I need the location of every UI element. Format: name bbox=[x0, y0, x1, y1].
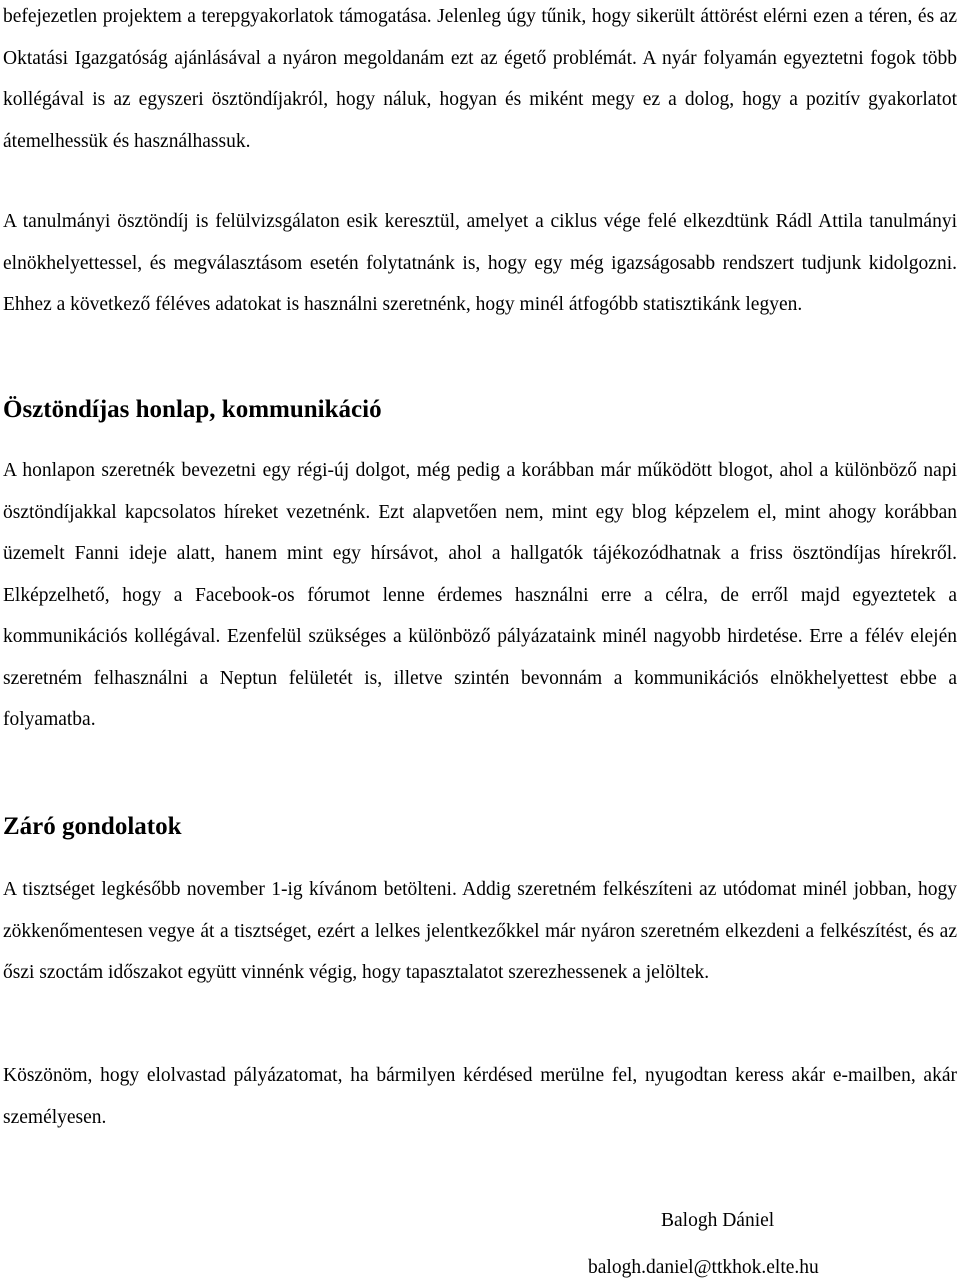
signature-email: balogh.daniel@ttkhok.elte.hu bbox=[588, 1257, 819, 1278]
closing-thoughts-paragraph: A tisztséget legkésőbb november 1-ig kívánom betölteni. Addig szeretném felkészíteni az utódomat minél jobban, hogy zökkenőmentesen vegye át a tisztséget, ezért a lelkes jelentkezőkkel már nyáron szeretném elkezdeni a felkészítést, és az őszi szoctám időszakot együtt vinnénk végig, hogy tapasztalatot szerezhessenek a jelöltek. bbox=[3, 879, 957, 983]
scholarship-review-paragraph: A tanulmányi ösztöndíj is felülvizsgálaton esik keresztül, amelyet a ciklus vége felé elkezdtünk Rádl Attila tanulmányi elnökhelyettessel, és megválasztásom esetén folytatnánk is, hogy egy még igazságosabb rendszert tudjunk kidolgozni. Ehhez a következő féléves adatokat is használni szeretnénk, hogy minél átfogóbb statisztikánk legyen. bbox=[3, 211, 957, 315]
section-heading-website: Ösztöndíjas honlap, kommunikáció bbox=[3, 396, 382, 423]
website-paragraph: A honlapon szeretnék bevezetni egy régi-új dolgot, még pedig a korábban már működött blogot, ahol a különböző napi ösztöndíjakkal kapcsolatos híreket vezetnénk. Ezt alapvetően nem, mint egy blog képzelem el, mint ahogy korábban üzemelt Fanni ideje alatt, hanem mint egy hírsávot, ahol a hallgatók tájékozódhatnak a friss ösztöndíjas hírekről. Elképzelhető, hogy a Facebook-os fórumot lenne érdemes használni erre a célra, de erről majd egyeztetek a kommunikációs kollégával. Ezenfelül szükséges a különböző pályázataink minél nagyobb hirdetése. Erre a félév elején szeretném felhasználni a Neptun felületét is, illetve szintén bevonnám a kommunikációs elnökhelyettest ebbe a folyamatba. bbox=[3, 460, 957, 730]
thanks-paragraph: Köszönöm, hogy elolvastad pályázatomat, ha bármilyen kérdésed merülne fel, nyugodtan keress akár e-mailben, akár személyesen. bbox=[3, 1065, 957, 1128]
section-heading-closing: Záró gondolatok bbox=[3, 813, 182, 840]
signature-name: Balogh Dániel bbox=[661, 1210, 775, 1231]
intro-paragraph: befejezetlen projektem a terepgyakorlatok támogatása. Jelenleg úgy tűnik, hogy sikerült áttörést elérni ezen a téren, és az Oktatási Igazgatóság ajánlásával a nyáron megoldanám ezt az égető problémát. A nyár folyamán egyeztetni fogok több kollégával is az egyszeri ösztöndíjakról, hogy náluk, hogyan és miként megy ez a dolog, hogy a pozitív gyakorlatot átemelhessük és használhassuk. bbox=[3, 6, 957, 152]
